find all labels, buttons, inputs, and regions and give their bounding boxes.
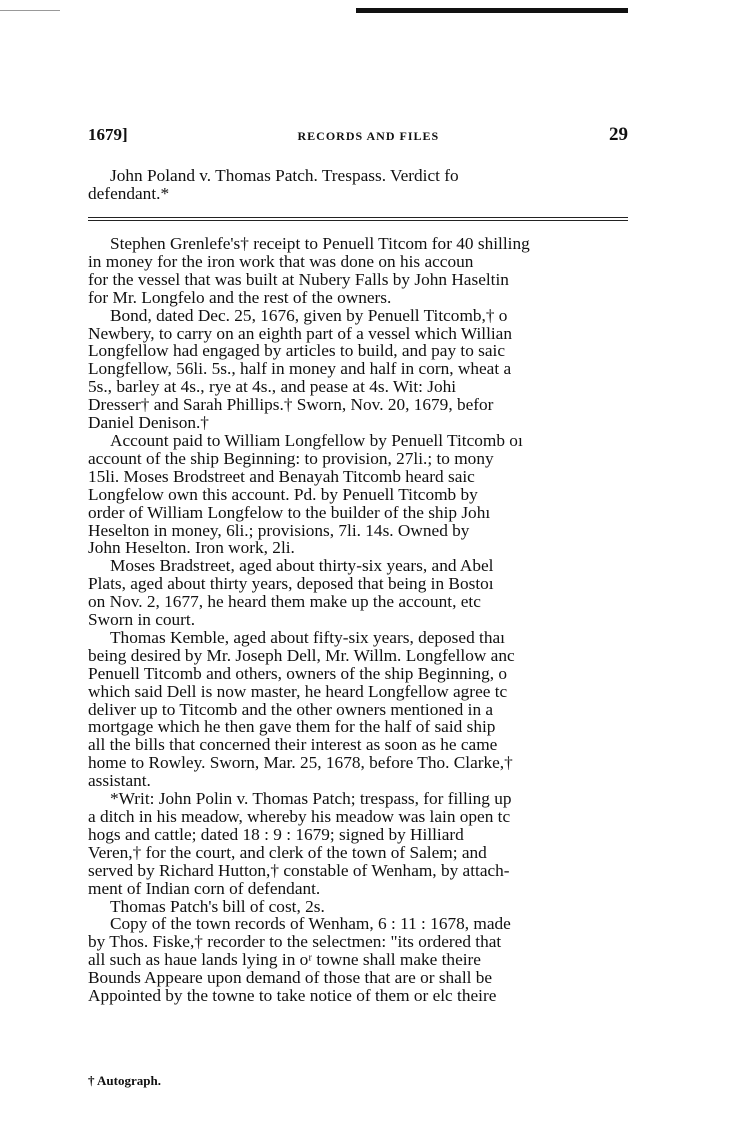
paragraph-bradstreet-deposition: Moses Bradstreet, aged about thirty-six years, and Abel Plats, aged about thirty years, deposed that being in Bostoı on Nov. 2, 1677, he heard them make up the account, etc Sworn in court. [88, 556, 494, 630]
paragraph-bill-of-cost: Thomas Patch's bill of cost, 2s. [110, 896, 325, 916]
top-thick-rule [356, 8, 628, 13]
running-head [88, 124, 628, 146]
section-divider [88, 217, 628, 221]
page-number: 29 [609, 124, 628, 145]
top-thin-rule [0, 10, 60, 11]
header-title: RECORDS AND FILES [297, 129, 440, 143]
paragraph-account: Account paid to William Longfellow by Penuell Titcomb oı account of the ship Beginning: to provision, 27li.; to mony 15li. Moses Brodstreet and Benayah Titcomb heard saic Longfelow own this account. Pd. by Penuell Titcomb by order of William Longfelow to the builder of the ship Johı Heselton in money, 6li.; provisions, 7li. 14s. Owned by John Heselton. Iron work, 2li. [88, 430, 523, 558]
paragraph-bond: Bond, dated Dec. 25, 1676, given by Penuell Titcomb,† o Newbery, to carry on an eighth part of a vessel which Willian Longfellow had engaged by articles to build, and pay to saic Longfellow, 56li. 5s., half in money and half in corn, wheat a 5s., barley at 4s., rye at 4s., and pease at 4s. Wit: Johi Dresser† and Sarah Phillips.† Sworn, Nov. 20, 1679, befor Daniel Denison.† [88, 305, 512, 433]
case-entry: John Poland v. Thomas Patch. Trespass. Verdict fo defendant.* [88, 167, 459, 203]
paragraph-receipt: Stephen Grenlefe's† receipt to Penuell Titcom for 40 shilling in money for the iron work that was done on his accoun for the vessel that was built at Nubery Falls by John Haseltin for Mr. Longfelo and the rest of the owners. [88, 235, 530, 307]
case-entry-block [88, 167, 628, 203]
paragraph-kemble-deposition: Thomas Kemble, aged about fifty-six years, deposed thaı being desired by Mr. Joseph Dell, Mr. Willm. Longfellow anc Penuell Titcomb and others, owners of the ship Beginning, o which said Dell is now master, he heard Longfellow agree tc deliver up to Titcomb and the other owners mentioned in a mortgage which he then gave them for the half of said ship all the bills that concerned their interest as soon as he came home to Rowley. Sworn, Mar. 25, 1678, before Tho. Clarke,† assistant. [88, 627, 515, 791]
body-text [88, 235, 628, 1005]
paragraph-writ: *Writ: John Polin v. Thomas Patch; trespass, for filling up a ditch in his meadow, whereby his meadow was lain open tc hogs and cattle; dated 18 : 9 : 1679; signed by Hilliard Veren,† for the court, and clerk of the town of Salem; and served by Richard Hutton,† constable of Wenham, by attach- ment of Indian corn of defendant. [88, 789, 512, 898]
footnote: † Autograph. [88, 1073, 161, 1088]
header-year: 1679] [88, 125, 128, 144]
paragraph-town-records: Copy of the town records of Wenham, 6 : 11 : 1678, made by Thos. Fiske,† recorder to the selectmen: "its ordered that all such as haue lands lying in oʳ towne shall make theire Bounds Appeare upon demand of those that are or shall be Appointed by the towne to take notice of them or elc theire [88, 914, 511, 1005]
